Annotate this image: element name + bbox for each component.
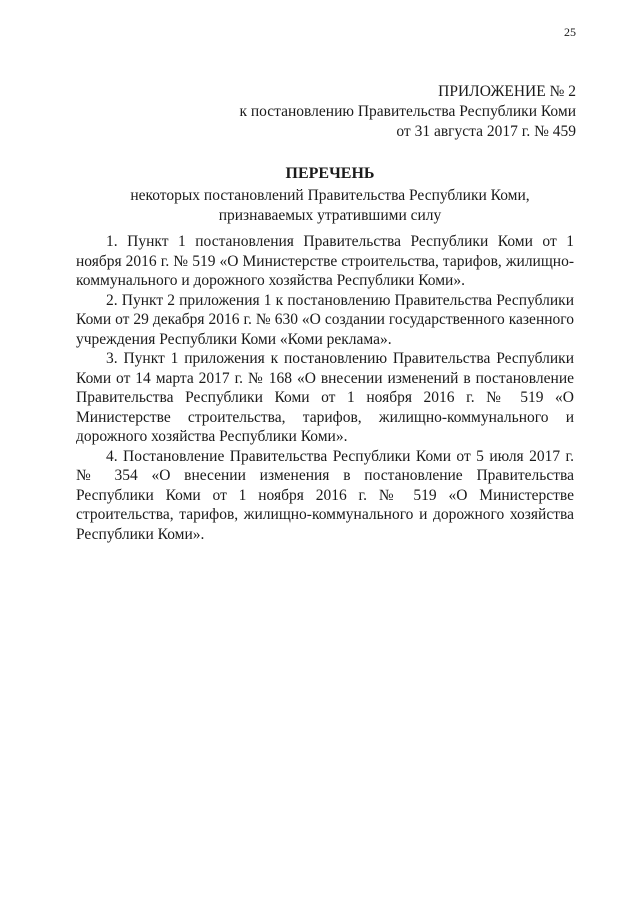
document-title: ПЕРЕЧЕНЬ [285, 165, 375, 182]
page-number: 25 [564, 25, 576, 39]
title-block [80, 163, 580, 226]
list-item-1: 1. Пункт 1 постановления Правительства Республики Коми от 1 ноября 2016 г. № 519 «О Министерстве строительства, тарифов, жилищно-коммунального и дорожного хозяйства Республики Коми». [76, 233, 574, 289]
list-item-2: 2. Пункт 2 приложения 1 к постановлению Правительства Республики Коми от 29 декабря 2016 г. № 630 «О создании государственного казенного учреждения Республики Коми «Коми реклама». [76, 291, 574, 348]
document-subtitle-line-1: некоторых постановлений Правительства Республики Коми, [130, 187, 530, 204]
list-item-3: 3. Пункт 1 приложения к постановлению Правительства Республики Коми от 14 марта 2017 г. № 168 «О внесении изменений в постановление Правительства Республики Коми от 1 ноября 2016 г. № 519 «О Министерстве строительства, тарифов, жилищно-коммунального и дорожного хозяйства Республики Коми». [76, 350, 574, 445]
document-subtitle-line-2: признаваемых утратившими силу [218, 207, 442, 224]
appendix-reference: к постановлению Правительства Республики Коми [239, 103, 576, 120]
appendix-header [239, 82, 576, 142]
appendix-number: ПРИЛОЖЕНИЕ № 2 [438, 83, 576, 100]
list-item-4: 4. Постановление Правительства Республики Коми от 5 июля 2017 г. № 354 «О внесении изменения в постановление Правительства Республики Коми от 1 ноября 2016 г. № 519 «О Министерстве строительства, тарифов, жилищно-коммунального и дорожного хозяйства Республики Коми». [76, 447, 574, 543]
items-list [76, 232, 574, 544]
appendix-date: от 31 августа 2017 г. № 459 [396, 123, 576, 140]
